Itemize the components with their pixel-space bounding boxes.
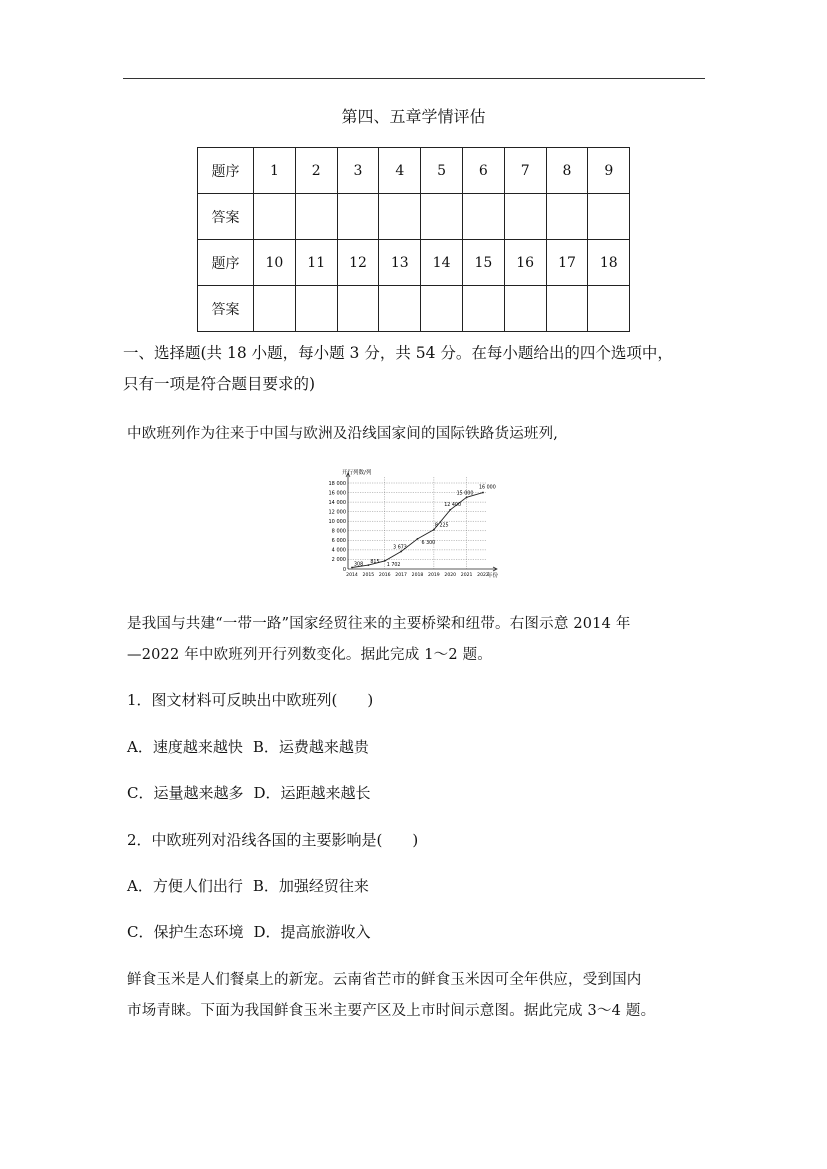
question-number: 2 xyxy=(295,148,337,194)
option-b[interactable]: B．运费越来越贵 xyxy=(252,738,369,756)
option-d[interactable]: D．运距越来越长 xyxy=(253,784,371,802)
answer-cell[interactable] xyxy=(254,194,296,240)
chart-axes xyxy=(346,473,497,571)
x-tick-label: 2022 xyxy=(477,573,489,578)
answer-cell[interactable] xyxy=(421,286,463,332)
answer-cell[interactable] xyxy=(337,194,379,240)
data-label: 3 673 xyxy=(393,545,407,551)
question-number: 11 xyxy=(295,240,337,286)
data-label: 6 300 xyxy=(421,540,436,546)
option-b[interactable]: B．加强经贸往来 xyxy=(252,877,369,895)
answer-cell[interactable] xyxy=(295,286,337,332)
passage-text: 中欧班列作为往来于中国与欧洲及沿线国家间的国际铁路货运班列, xyxy=(127,426,559,442)
answer-cell[interactable] xyxy=(462,194,504,240)
question-2-options-ab xyxy=(127,875,369,896)
row-label: 题序 xyxy=(198,148,254,194)
question-1-options-cd xyxy=(127,782,371,803)
table-row xyxy=(198,148,630,194)
x-tick-label: 2014 xyxy=(346,573,358,578)
question-number: 3 xyxy=(337,148,379,194)
data-points xyxy=(351,492,484,569)
data-label: 16 000 xyxy=(479,485,496,491)
section-heading-cont: 只有一项是符合题目要求的) xyxy=(123,375,316,393)
answer-cell[interactable] xyxy=(295,194,337,240)
row-label: 答案 xyxy=(198,194,254,240)
question-number: 5 xyxy=(421,148,463,194)
x-tick-label: 2015 xyxy=(362,573,375,578)
question-number: 12 xyxy=(337,240,379,286)
data-label: 308 xyxy=(354,562,364,568)
answer-cell[interactable] xyxy=(546,286,588,332)
y-axis-label: 开行列数/列 xyxy=(342,470,372,476)
answer-cell[interactable] xyxy=(462,286,504,332)
data-point xyxy=(417,538,419,540)
y-tick-label: 0 xyxy=(342,566,346,573)
passage-text: 鲜食玉米是人们餐桌上的新宠。云南省芒市的鲜食玉米因可全年供应，受到国内 xyxy=(127,972,642,988)
answer-cell[interactable] xyxy=(546,194,588,240)
row-label: 答案 xyxy=(198,286,254,332)
data-labels xyxy=(354,485,496,568)
question-number: 18 xyxy=(588,240,630,286)
option-c[interactable]: C．保护生态环境 xyxy=(127,923,244,941)
question-number: 7 xyxy=(504,148,546,194)
question-number: 15 xyxy=(462,240,504,286)
data-label: 15 000 xyxy=(456,491,474,497)
question-number: 16 xyxy=(504,240,546,286)
question-1-stem: 1．图文材料可反映出中欧班列( ) xyxy=(127,691,374,709)
series-line xyxy=(352,493,483,568)
y-tick-label: 8 000 xyxy=(331,528,346,535)
data-point xyxy=(449,509,451,511)
answer-cell[interactable] xyxy=(504,286,546,332)
passage-text: 是我国与共建“一带一路”国家经贸往来的主要桥梁和纽带。右图示意 2014 年 xyxy=(127,616,631,632)
y-tick-label: 4 000 xyxy=(331,547,346,554)
passage-text: 市场青睐。下面为我国鲜食玉米主要产区及上市时间示意图。据此完成 3～4 题。 xyxy=(127,1003,656,1019)
x-tick-labels xyxy=(346,572,489,578)
option-a[interactable]: A．方便人们出行 xyxy=(127,877,243,895)
page-title: 第四、五章学情评估 xyxy=(341,107,486,126)
question-number: 4 xyxy=(379,148,421,194)
row-label: 题序 xyxy=(198,240,254,286)
table-row xyxy=(198,194,630,240)
x-tick-label: 2020 xyxy=(444,573,457,578)
question-number: 1 xyxy=(254,148,296,194)
question-number: 13 xyxy=(379,240,421,286)
question-number: 8 xyxy=(546,148,588,194)
answer-cell[interactable] xyxy=(254,286,296,332)
data-label: 815 xyxy=(370,560,380,566)
y-tick-label: 16 000 xyxy=(328,490,346,497)
data-label: 1 702 xyxy=(386,562,401,568)
data-point xyxy=(351,567,353,569)
question-number: 6 xyxy=(462,148,504,194)
table-row xyxy=(198,286,630,332)
answer-cell[interactable] xyxy=(379,194,421,240)
x-tick-label: 2021 xyxy=(460,573,473,578)
question-2-options-cd xyxy=(127,921,371,942)
answer-cell[interactable] xyxy=(421,194,463,240)
question-number: 10 xyxy=(254,240,296,286)
y-tick-label: 2 000 xyxy=(331,557,346,564)
answer-cell[interactable] xyxy=(379,286,421,332)
data-point xyxy=(400,551,402,553)
y-tick-labels xyxy=(329,481,347,573)
y-tick-label: 6 000 xyxy=(331,538,346,545)
answer-cell[interactable] xyxy=(337,286,379,332)
question-number: 14 xyxy=(421,240,463,286)
section-heading: 一、选择题(共 18 小题，每小题 3 分，共 54 分。在每小题给出的四个选项中， xyxy=(123,344,673,362)
question-number: 9 xyxy=(588,148,630,194)
answer-table xyxy=(197,147,630,332)
data-point xyxy=(433,529,435,531)
question-2-stem: 2．中欧班列对沿线各国的主要影响是( ) xyxy=(127,831,419,849)
question-number: 17 xyxy=(546,240,588,286)
x-tick-label: 2019 xyxy=(428,573,440,578)
train-count-chart xyxy=(322,467,504,582)
y-tick-label: 12 000 xyxy=(328,509,346,516)
data-point xyxy=(466,496,468,498)
option-a[interactable]: A．速度越来越快 xyxy=(127,738,243,756)
x-tick-label: 2017 xyxy=(395,573,407,578)
x-axis-label: 年份 xyxy=(487,573,499,579)
data-point xyxy=(384,560,386,562)
passage-text: —2022 年中欧班列开行列数变化。据此完成 1～2 题。 xyxy=(127,647,492,663)
data-label: 8 225 xyxy=(434,523,449,529)
x-tick-label: 2018 xyxy=(411,573,424,578)
table-row xyxy=(198,240,630,286)
x-tick-label: 2016 xyxy=(378,573,391,578)
option-d[interactable]: D．提高旅游收入 xyxy=(253,923,371,941)
y-tick-label: 18 000 xyxy=(328,480,346,487)
header-rule xyxy=(123,78,705,79)
answer-cell[interactable] xyxy=(504,194,546,240)
question-1-options-ab xyxy=(127,736,369,757)
data-point xyxy=(482,492,484,494)
answer-cell[interactable] xyxy=(588,194,630,240)
data-point xyxy=(367,564,369,566)
y-tick-label: 14 000 xyxy=(328,499,346,506)
option-c[interactable]: C．运量越来越多 xyxy=(127,784,244,802)
data-label: 12 400 xyxy=(444,502,462,508)
answer-cell[interactable] xyxy=(588,286,630,332)
y-tick-label: 10 000 xyxy=(328,519,346,526)
